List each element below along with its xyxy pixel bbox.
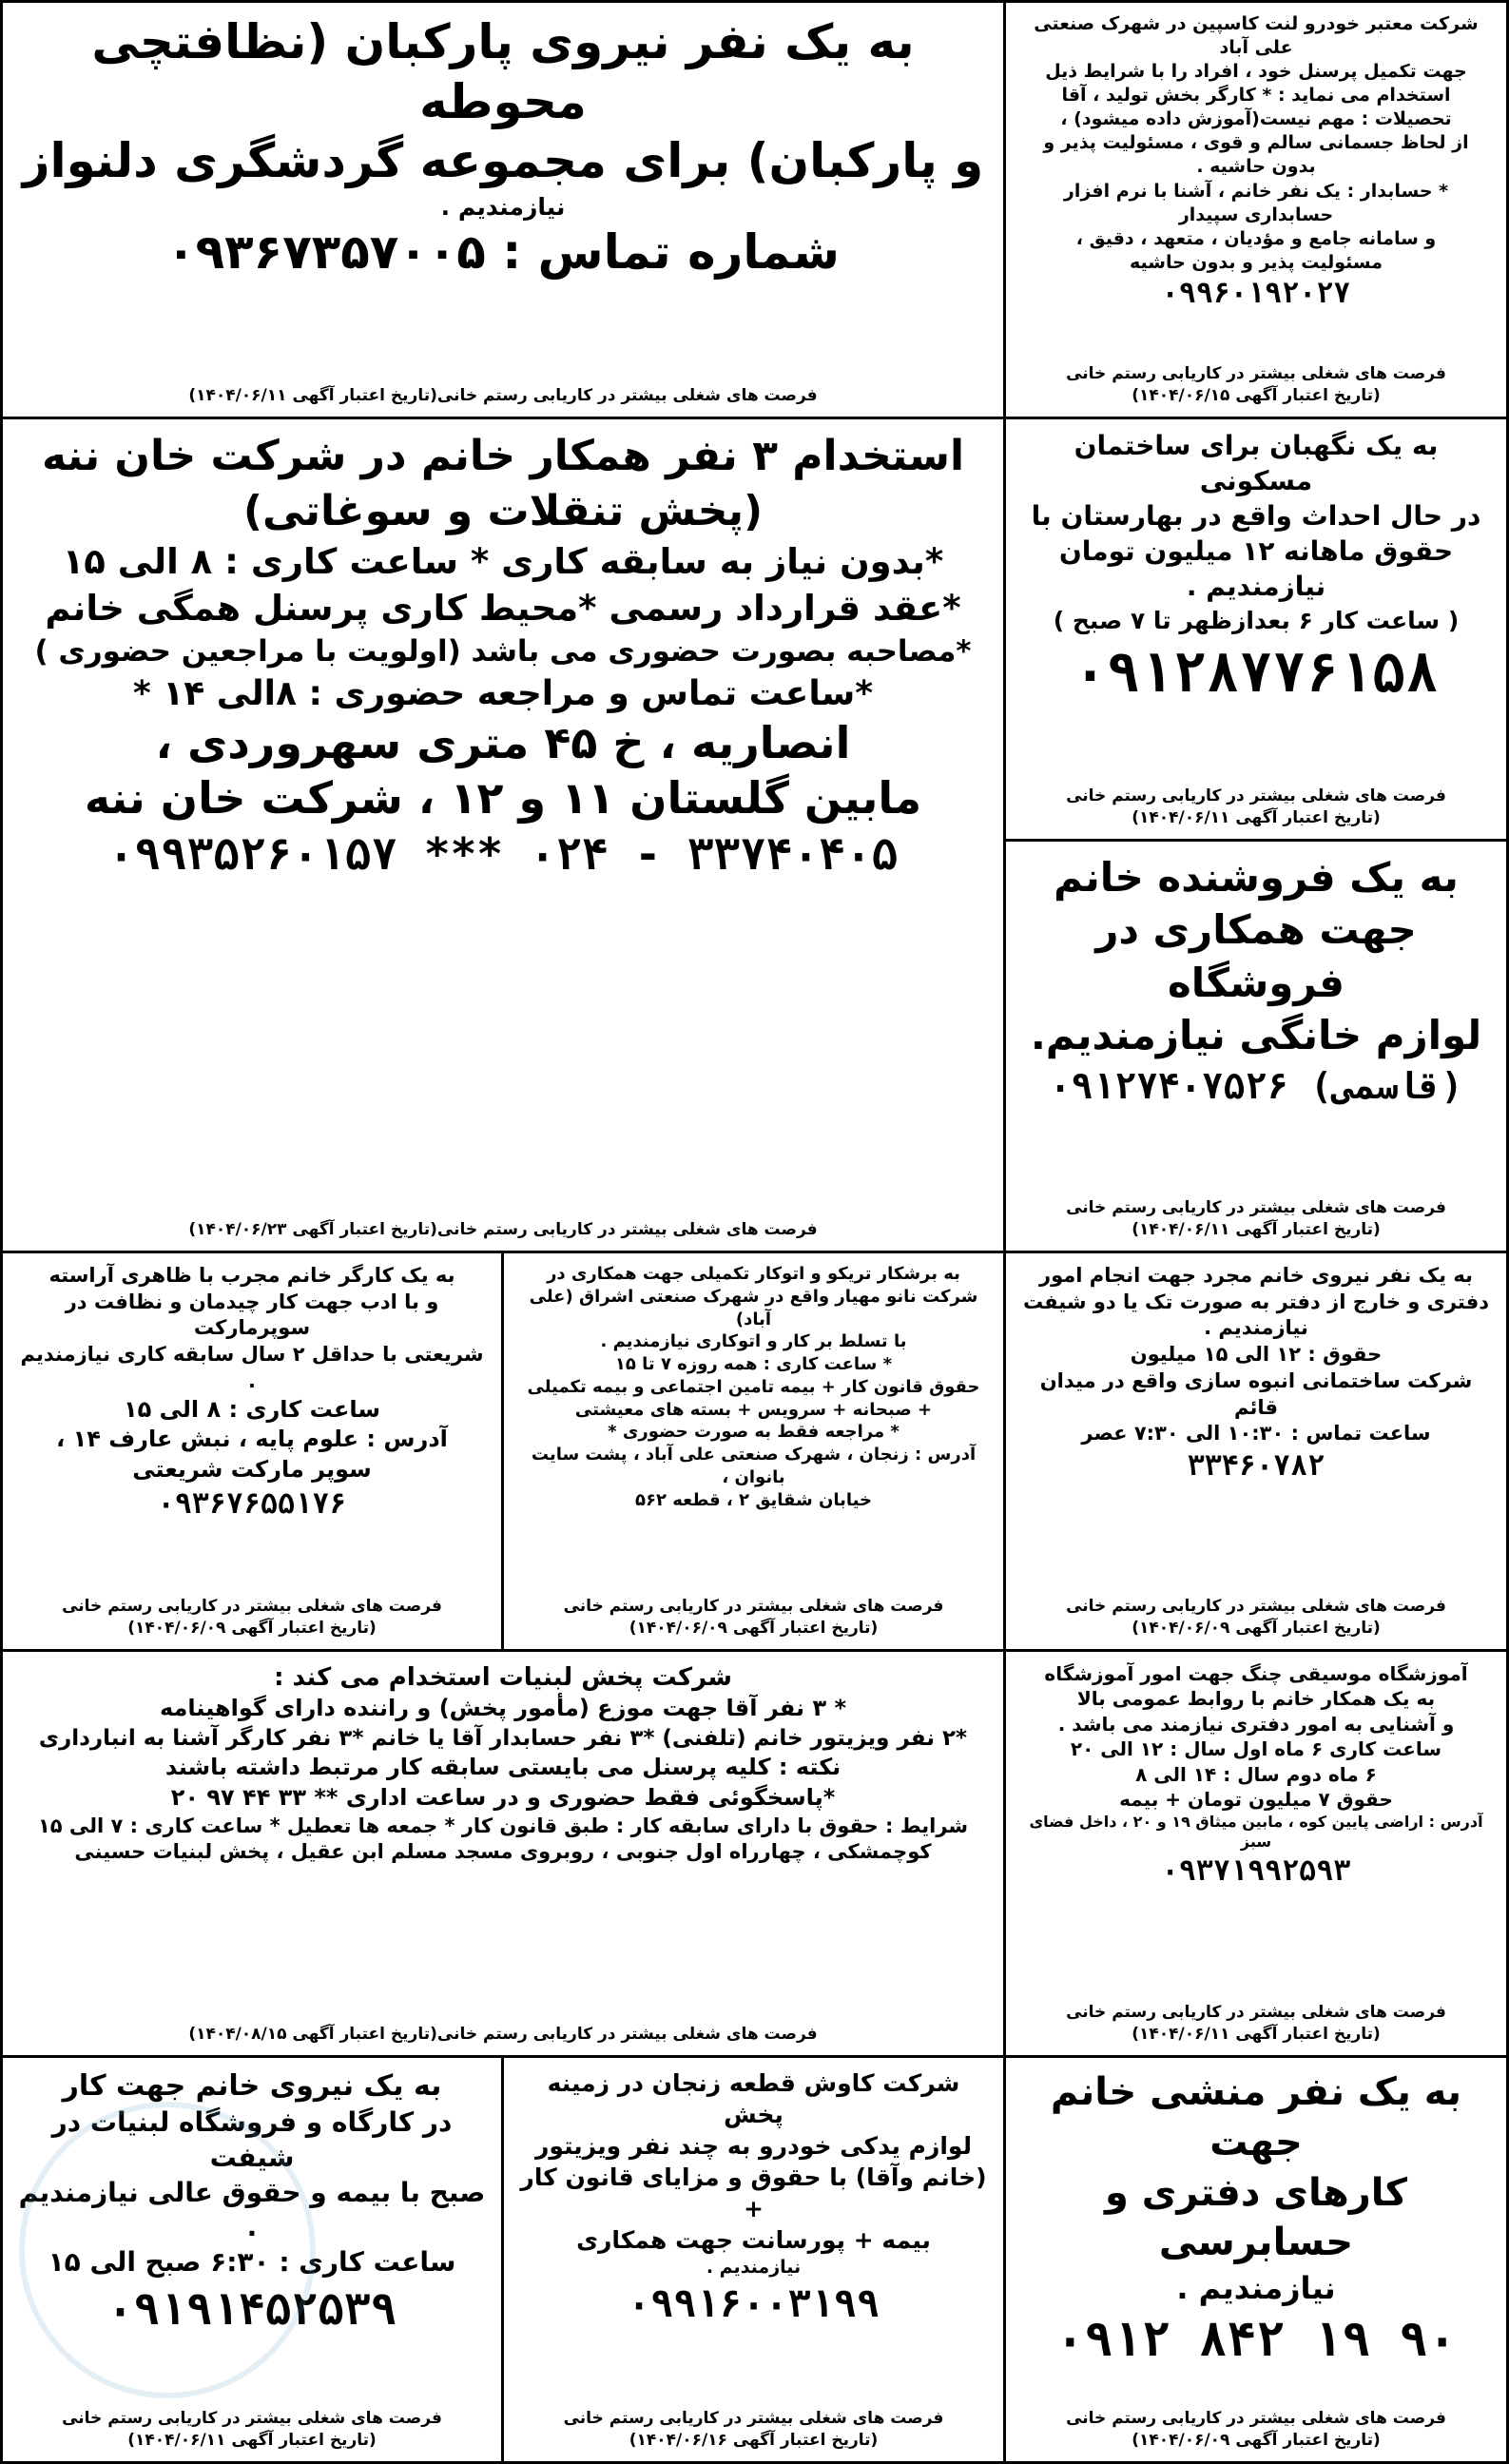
ad-text: لوازم خانگی نیازمندیم. xyxy=(1030,1012,1482,1059)
ad-guard xyxy=(1003,417,1509,842)
ad-text: آدرس : علوم پایه ، نبش عارف ۱۴ ، xyxy=(56,1426,448,1453)
ad-text: کوچمشکی ، چهارراه اول جنوبی ، روبروی مسجد مسلم ابن عقیل ، پخش لبنیات حسینی xyxy=(74,1840,932,1864)
ad-text: آموزشگاه موسیقی چنگ جهت امور آموزشگاه xyxy=(1044,1662,1468,1685)
ad-phone: ۰۹۹۳۵۲۶۰۱۵۷ *** ۰۲۴ - ۳۳۷۴۰۴۰۵ xyxy=(107,828,899,881)
ad-text: نیازمندیم . xyxy=(440,192,566,221)
ad-phone: ۰۹۳۷۱۹۹۲۵۹۳ xyxy=(1161,1853,1351,1888)
ad-text: *مصاحبه بصورت حضوری می باشد (اولویت با مراجعین حضوری ) xyxy=(34,633,972,669)
ad-text: آدرس : اراضی پایین کوه ، مابین میثاق ۱۹ و ۲۰ ، داخل فضای سبز xyxy=(1029,1813,1483,1852)
ad-salesperson xyxy=(1003,839,1509,1253)
ad-music-school xyxy=(1003,1649,1509,2058)
ad-text: صبح با بیمه و حقوق عالی نیازمندیم . xyxy=(18,2176,486,2243)
ad-text: (پخش تنقلات و سوغاتی) xyxy=(242,487,764,536)
ad-text: نیازمندیم . xyxy=(706,2257,802,2278)
ad-text: لوازم یدکی خودرو به چند نفر ویزیتور xyxy=(535,2132,972,2160)
ad-phone: ۰۹۹۱۶۰۰۳۱۹۹ xyxy=(628,2282,880,2327)
ad-footer-date: (تاریخ اعتبار آگهی ۱۴۰۴/۰۶/۱۱) xyxy=(127,2431,377,2451)
ad-footer: فرصت های شغلی بیشتر در کاریابی رستم خانی(تاریخ اعتبار آگهی ۱۴۰۴/۰۸/۱۵) xyxy=(188,2025,818,2045)
ad-text: تحصیلات : مهم نیست(آموزش داده میشود) ، xyxy=(1060,108,1452,130)
ad-dairy-shop-worker xyxy=(0,2055,504,2464)
ad-text: شرکت معتبر خودرو لنت کاسپین در شهرک صنعتی علی آباد xyxy=(1034,13,1479,59)
ad-text: و سامانه جامع و مؤدیان ، متعهد ، دقیق ، xyxy=(1075,227,1437,249)
ad-text: شریعتی با حداقل ۲ سال سابقه کاری نیازمندیم . xyxy=(20,1343,484,1392)
ad-text: (خانم وآقا) با حقوق و مزایای قانون کار + xyxy=(520,2163,987,2222)
ad-footer: فرصت های شغلی بیشتر در کاریابی رستم خانی xyxy=(563,1597,944,1617)
ad-text: شرکت کاوش قطعه زنجان در زمینه پخش xyxy=(547,2069,960,2128)
ad-footer: فرصت های شغلی بیشتر در کاریابی رستم خانی xyxy=(1066,364,1446,384)
ad-phone: ۳۳۴۶۰۷۸۲ xyxy=(1187,1449,1325,1484)
ad-text: از لحاظ جسمانی سالم و قوی ، مسئولیت پذیر و بدون حاشیه . xyxy=(1043,132,1469,178)
ad-text: نیازمندیم . xyxy=(1204,1316,1308,1340)
ad-footer-date: (تاریخ اعتبار آگهی ۱۴۰۴/۰۶/۱۵) xyxy=(1132,386,1381,406)
ad-phone: ۰۹۱۲۸۷۷۶۱۵۸ xyxy=(1073,639,1440,705)
ad-text: استخدام می نماید : * کارگر بخش تولید ، آقا xyxy=(1061,85,1451,107)
ad-text: حقوق قانون کار + بیمه تامین اجتماعی و بیمه تکمیلی xyxy=(527,1376,980,1397)
ad-text: نیازمندیم . xyxy=(1176,2270,1336,2307)
ad-text: بیمه + پورسانت جهت همکاری xyxy=(576,2226,931,2254)
ad-text: حقوق ماهانه ۱۲ میلیون تومان نیازمندیم . xyxy=(1058,534,1454,602)
ad-office-assistant xyxy=(1003,1251,1509,1652)
ad-footer-date: (تاریخ اعتبار آگهی ۱۴۰۴/۰۶/۱۱) xyxy=(1132,2025,1381,2045)
ad-text: استخدام ۳ نفر همکار خانم در شرکت خان ننه xyxy=(41,432,965,480)
ad-text: به یک همکار خانم با روابط عمومی بالا xyxy=(1076,1687,1436,1711)
ad-text: سوپر مارکت شریعتی xyxy=(132,1455,372,1483)
ad-phone: ۰۹۱۲۷۴۰۷۵۲۶ (قاسمی) xyxy=(1049,1064,1463,1107)
ad-footer: فرصت های شغلی بیشتر در کاریابی رستم خانی xyxy=(1066,2003,1446,2023)
ad-text: ساعت کاری : ۶:۳۰ صبح الی ۱۵ xyxy=(48,2246,456,2279)
ad-text: کارهای دفتری و حسابرسی xyxy=(1104,2170,1408,2265)
ad-text: *ساعت تماس و مراجعه حضوری : ۸الی ۱۴ * xyxy=(132,673,874,713)
ad-text: و پارکبان) برای مجموعه گردشگری دلنواز xyxy=(22,133,984,188)
ad-text: *عقد قرارداد رسمی *محیط کاری پرسنل همگی خانم xyxy=(45,587,961,629)
ad-text: مابین گلستان ۱۱ و ۱۲ ، شرکت خان ننه xyxy=(84,771,922,824)
ad-text: انصاریه ، خ ۴۵ متری سهروردی ، xyxy=(155,717,851,769)
ad-footer: فرصت های شغلی بیشتر در کاریابی رستم خانی xyxy=(62,1597,442,1617)
ad-tricot-cutter xyxy=(501,1251,1006,1652)
ad-text: * مراجعه فقط به صورت حضوری * xyxy=(608,1422,900,1443)
ad-text: جهت تکمیل پرسنل خود ، افراد را با شرایط ذیل xyxy=(1045,61,1467,83)
ad-text: ساعت تماس : ۱۰:۳۰ الی ۷:۳۰ عصر xyxy=(1081,1422,1431,1445)
ad-phone: ۰۹۱۲ ۸۴۲ ۱۹ ۹۰ xyxy=(1055,2312,1457,2368)
ad-dairy-distribution xyxy=(0,1649,1006,2058)
ad-footer-date: (تاریخ اعتبار آگهی ۱۴۰۴/۰۶/۱۱) xyxy=(1132,1220,1381,1240)
ad-text: در حال احداث واقع در بهارستان با xyxy=(1031,499,1481,532)
ad-text: به یک نگهبان برای ساختمان مسکونی xyxy=(1074,430,1439,496)
ad-text: * حسابدار : یک نفر خانم ، آشنا با نرم افزار حسابداری سپیدار xyxy=(1063,180,1449,225)
ad-text: شرکت نانو مهیار واقع در شهرک صنعتی اشراق (علی آباد) xyxy=(529,1286,978,1329)
ad-kavosh-parts xyxy=(501,2055,1006,2464)
ad-text: حقوق : ۱۲ الی ۱۵ میلیون xyxy=(1130,1343,1383,1367)
ad-brake-factory xyxy=(1003,0,1509,419)
ad-text: ۶ ماه دوم سال : ۱۴ الی ۸ xyxy=(1135,1762,1377,1786)
ad-footer-date: (تاریخ اعتبار آگهی ۱۴۰۴/۰۶/۱۱) xyxy=(1132,808,1381,828)
ad-text: جهت همکاری در فروشگاه xyxy=(1095,906,1417,1006)
ad-footer: فرصت های شغلی بیشتر در کاریابی رستم خانی(تاریخ اعتبار آگهی ۱۴۰۴/۰۶/۱۱) xyxy=(188,386,818,406)
ad-text: به یک نفر منشی خانم جهت xyxy=(1050,2070,1462,2164)
ad-text: + صبحانه + سرویس + بسته های معیشتی xyxy=(574,1399,933,1420)
ad-text: *۲ نفر ویزیتور خانم (تلفنی) *۳ نفر حسابدار آقا یا خانم *۳ نفر کارگر آشنا به انبارداری xyxy=(38,1725,968,1751)
ad-text: *پاسخگوئی فقط حضوری و در ساعت اداری ** ۳۳ ۴۴ ۹۷ ۲۰ xyxy=(170,1784,836,1812)
ad-footer-date: (تاریخ اعتبار آگهی ۱۴۰۴/۰۶/۰۹) xyxy=(1132,1619,1381,1639)
ad-text: ساعت کاری : ۸ الی ۱۵ xyxy=(123,1395,381,1423)
ad-text: *بدون نیاز به سابقه کاری * ساعت کاری : ۸ الی ۱۵ xyxy=(62,541,944,583)
ad-text: آدرس : زنجان ، شهرک صنعتی علی آباد ، پشت سایت بانوان ، xyxy=(531,1445,977,1487)
ad-khan-naneh xyxy=(0,417,1006,1253)
ad-secretary xyxy=(1003,2055,1509,2464)
ad-text: حقوق ۷ میلیون تومان + بیمه xyxy=(1119,1787,1393,1811)
ad-phone: ۰۹۱۹۱۴۵۲۵۳۹ xyxy=(106,2283,397,2336)
ad-text: به یک نفر نیروی پارکبان (نظافتچی محوطه xyxy=(91,14,915,129)
ad-text: به یک نفر نیروی خانم مجرد جهت انجام امور xyxy=(1039,1264,1473,1287)
ad-text: به یک نیروی خانم جهت کار xyxy=(62,2069,442,2103)
ad-footer: فرصت های شغلی بیشتر در کاریابی رستم خانی(تاریخ اعتبار آگهی ۱۴۰۴/۰۶/۲۳) xyxy=(188,1220,818,1240)
ad-footer-date: (تاریخ اعتبار آگهی ۱۴۰۴/۰۶/۰۹) xyxy=(1132,2431,1381,2451)
ad-footer-date: (تاریخ اعتبار آگهی ۱۴۰۴/۰۶/۱۶) xyxy=(629,2431,879,2451)
ad-text: * ساعت کاری : همه روزه ۷ تا ۱۵ xyxy=(614,1354,893,1374)
ad-text: شرکت پخش لبنیات استخدام می کند : xyxy=(274,1663,732,1692)
ad-text: ( ساعت کار ۶ بعدازظهر تا ۷ صبح ) xyxy=(1053,606,1460,634)
ad-phone: ۰۹۳۶۷۶۵۵۱۷۶ xyxy=(157,1486,347,1521)
ad-footer-date: (تاریخ اعتبار آگهی ۱۴۰۴/۰۶/۰۹) xyxy=(127,1619,377,1639)
ad-text: شرایط : حقوق با دارای سابقه کار : طبق قانون کار * جمعه ها تعطیل * ساعت کاری : ۷ الی ۱۵ xyxy=(37,1814,969,1837)
ad-parking-attendant xyxy=(0,0,1006,419)
ad-text: * ۳ نفر آقا جهت موزع (مأمور پخش) و راننده دارای گواهینامه xyxy=(160,1695,846,1722)
ad-text: خیابان شقایق ۲ ، قطعه ۵۶۲ xyxy=(635,1489,872,1510)
ad-text: و آشنایی به امور دفتری نیازمند می باشد . xyxy=(1057,1712,1455,1736)
ad-footer: فرصت های شغلی بیشتر در کاریابی رستم خانی xyxy=(563,2409,944,2429)
ad-phone: شماره تماس : ۰۹۳۶۷۳۵۷۰۰۵ xyxy=(166,223,840,280)
ad-text: به یک فروشنده خانم xyxy=(1054,854,1459,901)
ad-footer: فرصت های شغلی بیشتر در کاریابی رستم خانی xyxy=(1066,2409,1446,2429)
ad-text: مسئولیت پذیر و بدون حاشیه xyxy=(1129,251,1383,273)
ad-text: دفتری و خارج از دفتر به صورت تک یا دو شیفت xyxy=(1022,1290,1490,1313)
ad-text: ساعت کاری ۶ ماه اول سال : ۱۲ الی ۲۰ xyxy=(1070,1737,1442,1761)
ad-text: شرکت ساختمانی انبوه سازی واقع در میدان قائم xyxy=(1039,1368,1473,1419)
ad-text: با تسلط بر کار و اتوکاری نیازمندیم . xyxy=(600,1331,907,1352)
ad-footer-date: (تاریخ اعتبار آگهی ۱۴۰۴/۰۶/۰۹) xyxy=(629,1619,879,1639)
ad-footer: فرصت های شغلی بیشتر در کاریابی رستم خانی xyxy=(1066,1597,1446,1617)
ad-text: و با ادب جهت کار چیدمان و نظافت در سوپرمارکت xyxy=(65,1290,439,1340)
ad-phone: ۰۹۹۶۰۱۹۲۰۲۷ xyxy=(1161,276,1351,310)
ad-text: در کارگاه و فروشگاه لبنیات در شیفت xyxy=(51,2105,453,2173)
ad-text: نکته : کلیه پرسنل می بایستی سابقه کار مرتبط داشته باشند xyxy=(164,1754,842,1781)
ad-footer: فرصت های شغلی بیشتر در کاریابی رستم خانی xyxy=(1066,786,1446,806)
ad-footer: فرصت های شغلی بیشتر در کاریابی رستم خانی xyxy=(1066,1198,1446,1218)
ad-footer: فرصت های شغلی بیشتر در کاریابی رستم خانی xyxy=(62,2409,442,2429)
ad-supermarket-worker xyxy=(0,1251,504,1652)
ad-text: به یک کارگر خانم مجرب با ظاهری آراسته xyxy=(48,1264,455,1287)
ad-text: به برشکار تریکو و اتوکار تکمیلی جهت همکاری در xyxy=(547,1264,960,1284)
